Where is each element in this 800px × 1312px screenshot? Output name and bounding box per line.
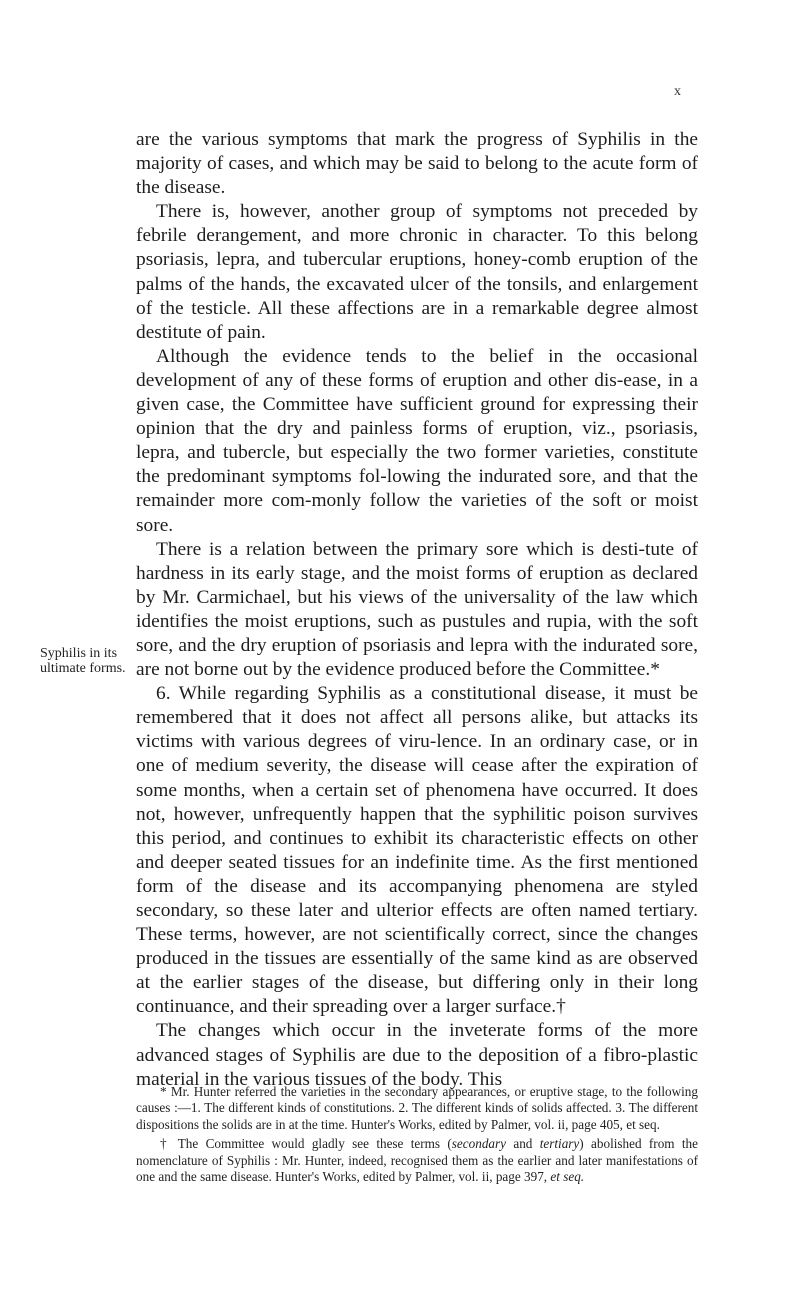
paragraph: There is a relation between the primary sore which is desti-tute of hardness in its early stage, and the moist forms of eruption as declared by Mr. Carmichael, but his views of the universality of the law which identifies the moist eruptions, such as pustules and rupia, with the soft sore, and the dry eruption of psoriasis and lepra with the indurated sore, are not borne out by the evidence produced before the Committee.* [136,538,698,681]
footnote-term: secondary [451,1136,506,1152]
footnote-text: † The Committee would gladly see these terms ( [160,1136,452,1152]
paragraph: Although the evidence tends to the belief in the occasional development of any of these forms of eruption and other dis-ease, in a given case, the Committee have sufficient ground for expressing their opinion that the dry and painless forms of eruption, viz., psoriasis, lepra, and tubercle, but especially the two former varieties, constitute the predominant symptoms fol-lowing the indurated sore, and that the remainder more com-monly follow the varieties of the soft or moist sore. [136,345,698,536]
paragraph-continuation: are the various symptoms that mark the progress of Syphilis in the majority of cases, and which may be said to belong to the acute form of the disease. [136,129,698,199]
page-number: x [674,84,681,99]
footnote-etseq: et seq. [550,1169,585,1185]
margin-note: Syphilis in its ultimate forms. [40,646,126,676]
footnote-asterisk: * Mr. Hunter referred the varieties in the secondary appearances, or eruptive stage, to the following causes :—1. The different kinds of constitutions. 2. The different kinds of solids affected. 3. The different dispositions the solids are in at the time. Hunter's Works, edited by Palmer, vol. ii, page 405, et seq. [136,1084,698,1132]
paragraph: The changes which occur in the inveterate forms of the more advanced stages of Syphilis are due to the deposition of a fibro-plastic material in the various tissues of the body. This [136,1020,698,1090]
footnote-text: and [506,1136,540,1152]
footnotes [136,1084,698,1185]
footnote-term: tertiary [539,1136,580,1152]
footnote-dagger [136,1136,698,1185]
body-text [136,128,698,1092]
section-paragraph: 6. While regarding Syphilis as a constitutional disease, it must be remembered that it does not affect all persons alike, but attacks its victims with various degrees of viru-lence. In an ordinary case, or in one of medium severity, the disease will cease after the expiration of some months, when a certain set of phenomena have occurred. It does not, however, unfrequently happen that the syphilitic poison survives this period, and continues to exhibit its characteristic effects on other and deeper seated tissues for an indefinite time. As the first mentioned form of the disease and its accompanying phenomena are styled secondary, so these later and ulterior effects are often named tertiary. These terms, however, are not scientifically correct, since the changes produced in the tissues are essentially of the same kind as are observed at the earlier stages of the disease, but differing only in their long continuance, and their spreading over a larger surface.† [136,683,698,1018]
paragraph: There is, however, another group of symptoms not preceded by febrile derangement, and more chronic in character. To this belong psoriasis, lepra, and tubercular eruptions, honey-comb eruption of the palms of the hands, the excavated ulcer of the tonsils, and enlargement of the testicle. All these affections are in a remarkable degree almost destitute of pain. [136,201,698,343]
footnote-text: ) abolished from the nomenclature of Syphilis : Mr. Hunter, indeed, recognised them as the earlier and later manifestations of one and the same disease. Hunter's Works, edited by Palmer, vol. ii, page 397, [136,1136,698,1185]
